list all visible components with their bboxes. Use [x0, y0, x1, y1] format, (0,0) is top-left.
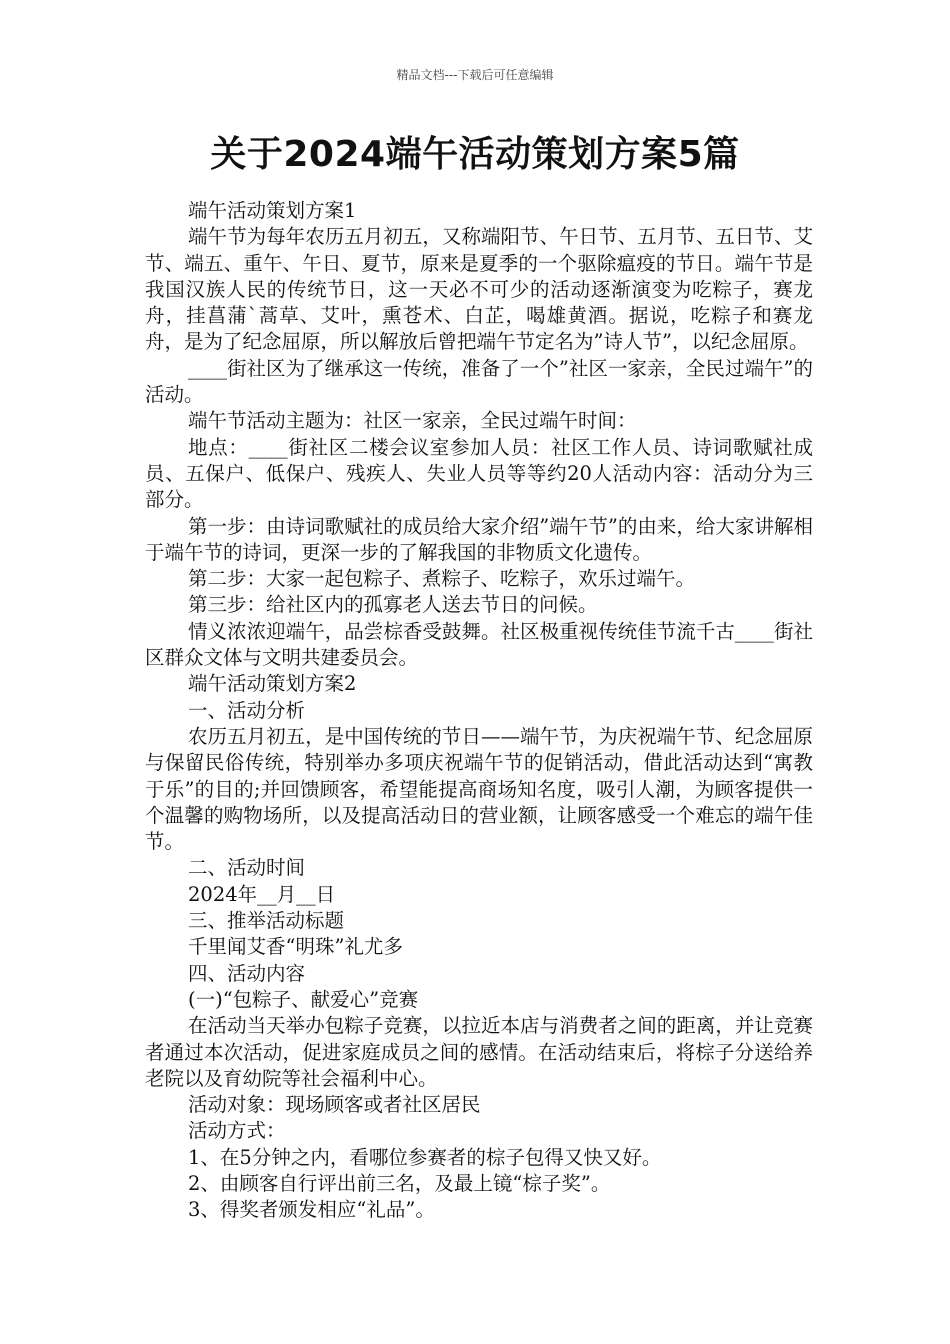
paragraph-location: 地点：____街社区二楼会议室参加人员：社区工作人员、诗词歌赋社成员、五保户、低保户、残疾人、失业人员等等约20人活动内容：活动分为三部分。 [145, 435, 813, 512]
subheading-title: 三、推举活动标题 [188, 909, 345, 933]
paragraph-analysis: 农历五月初五，是中国传统的节日——端午节，为庆祝端午节、纪念屈原与保留民俗传统，特别举办多项庆祝端午节的促销活动，借此活动达到“寓教于乐”的目的;并回馈顾客，希望能提高商场知名度，吸引人潮，为顾客提供一个温馨的购物场所，以及提高活动日的营业额，让顾客感受一个难忘的端午佳节。 [145, 724, 813, 854]
list-item-2: 2、由顾客自行评出前三名，及最上镜“棕子奖”。 [188, 1171, 611, 1195]
section-heading-plan-1: 端午活动策划方案1 [188, 199, 357, 222]
subheading-time: 二、活动时间 [188, 856, 306, 880]
page-header: 精品文档---下载后可任意编辑 [396, 68, 554, 82]
paragraph-slogan: 千里闻艾香“明珠”礼尤多 [188, 935, 403, 959]
paragraph-contest: 在活动当天举办包粽子竞赛，以拉近本店与消费者之间的距离，并让竞赛者通过本次活动，促进家庭成员之间的感情。在活动结束后，将棕子分送给养老院以及育幼院等社会福利中心。 [145, 1014, 813, 1090]
paragraph-step-2: 第二步：大家一起包粽子、煮粽子、吃粽子，欢乐过端午。 [188, 567, 696, 591]
document-body [145, 198, 813, 1224]
paragraph-intro: 端午节为每年农历五月初五，又称端阳节、午日节、五月节、五日节、艾节、端五、重午、午日、夏节，原来是夏季的一个驱除瘟疫的节日。端午节是我国汉族人民的传统节日，这一天必不可少的活动逐渐演变为吃粽子，赛龙舟，挂菖蒲`蒿草、艾叶，熏苍术、白芷，喝雄黄酒。据说，吃粽子和赛龙舟，是为了纪念屈原，所以解放后曾把端午节定名为”诗人节”，以纪念屈原。 [145, 225, 813, 354]
subheading-contest: (一)“包粽子、献爱心”竞赛 [188, 987, 419, 1011]
section-heading-plan-2: 端午活动策划方案2 [188, 672, 357, 696]
list-item-1: 1、在5分钟之内，看哪位参赛者的棕子包得又快又好。 [188, 1145, 662, 1169]
paragraph-method: 活动方式： [188, 1119, 286, 1143]
paragraph-audience: 活动对象：现场顾客或者社区居民 [188, 1093, 481, 1117]
subheading-analysis: 一、活动分析 [188, 698, 306, 722]
list-item-3: 3、得奖者颁发相应“礼品”。 [188, 1198, 435, 1222]
paragraph-theme: 端午节活动主题为：社区一家亲，全民过端午时间： [188, 409, 637, 433]
subheading-content: 四、活动内容 [188, 961, 306, 985]
document-title: 关于2024端午活动策划方案5篇 [210, 134, 740, 175]
paragraph-date: 2024年__月__日 [188, 882, 336, 906]
paragraph-step-3: 第三步：给社区内的孤寡老人送去节日的问候。 [188, 593, 598, 617]
paragraph-step-1: 第一步：由诗词歌赋社的成员给大家介绍”端午节”的由来，给大家讲解相于端午节的诗词，更深一步的了解我国的非物质文化遗传。 [145, 514, 813, 564]
paragraph-closing: 情义浓浓迎端午，品尝棕香受鼓舞。社区极重视传统佳节流千古____街社区群众文体与文明共建委员会。 [145, 619, 813, 670]
paragraph-community: ____街社区为了继承这一传统，准备了一个”社区一家亲，全民过端午”的活动。 [145, 356, 813, 407]
